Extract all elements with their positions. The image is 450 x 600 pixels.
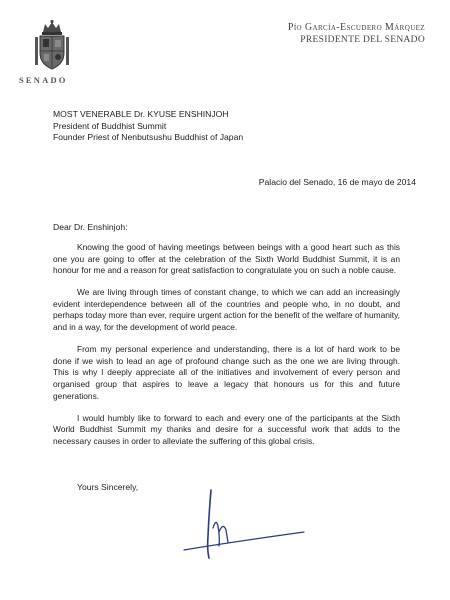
senate-coat-of-arms-icon [34,19,70,71]
letter-date: Palacio del Senado, 16 de mayo de 2014 [258,177,416,187]
letter-body [53,242,400,458]
sender-name: Pío García-Escudero Márquez [287,22,425,33]
body-paragraph: Knowing the good of having meetings between beings with a good heart such as this one you are going to offer at the celebration of the Sixth World Buddhist Summit, it is an honour for me and a reason for great satisfaction to congratulate you on such a noble cause. [53,242,400,276]
handwritten-signature [178,488,308,568]
salutation: Dear Dr. Enshinjoh: [53,222,128,232]
recipient-line: Founder Priest of Nenbutsushu Buddhist of Japan [53,132,244,142]
recipient-line: MOST VENERABLE Dr. KYUSE ENSHINJOH [53,109,229,119]
body-paragraph: We are living through times of constant change, to which we can add an increasingly evident interdependence between all of the countries and people who, in no doubt, and perhaps today more than ever, require urgent action for the benefit of the welfare of humanity, and in a way, for the development of world peace. [53,287,400,333]
recipient-line: President of Buddhist Summit [53,120,167,131]
recipient-address-block [53,109,243,144]
body-paragraph: From my personal experience and understanding, there is a lot of hard work to be done if we wish to lead an age of profound change such as the one we are living through. This is why I deeply appreciate all of the initiatives and involvement of every person and organised group that aspires to leave a legacy that honours us for this and future generations. [53,344,400,401]
institution-wordmark: SENADO [19,75,68,85]
body-paragraph: I would humbly like to forward to each and every one of the participants at the Sixth World Buddhist Summit my thanks and desire for a successful work that adds to the necessary causes in order to alleviate the suffering of this global crisis. [53,412,400,446]
sender-title: PRESIDENTE DEL SENADO [300,35,425,45]
closing: Yours Sincerely, [77,482,139,492]
